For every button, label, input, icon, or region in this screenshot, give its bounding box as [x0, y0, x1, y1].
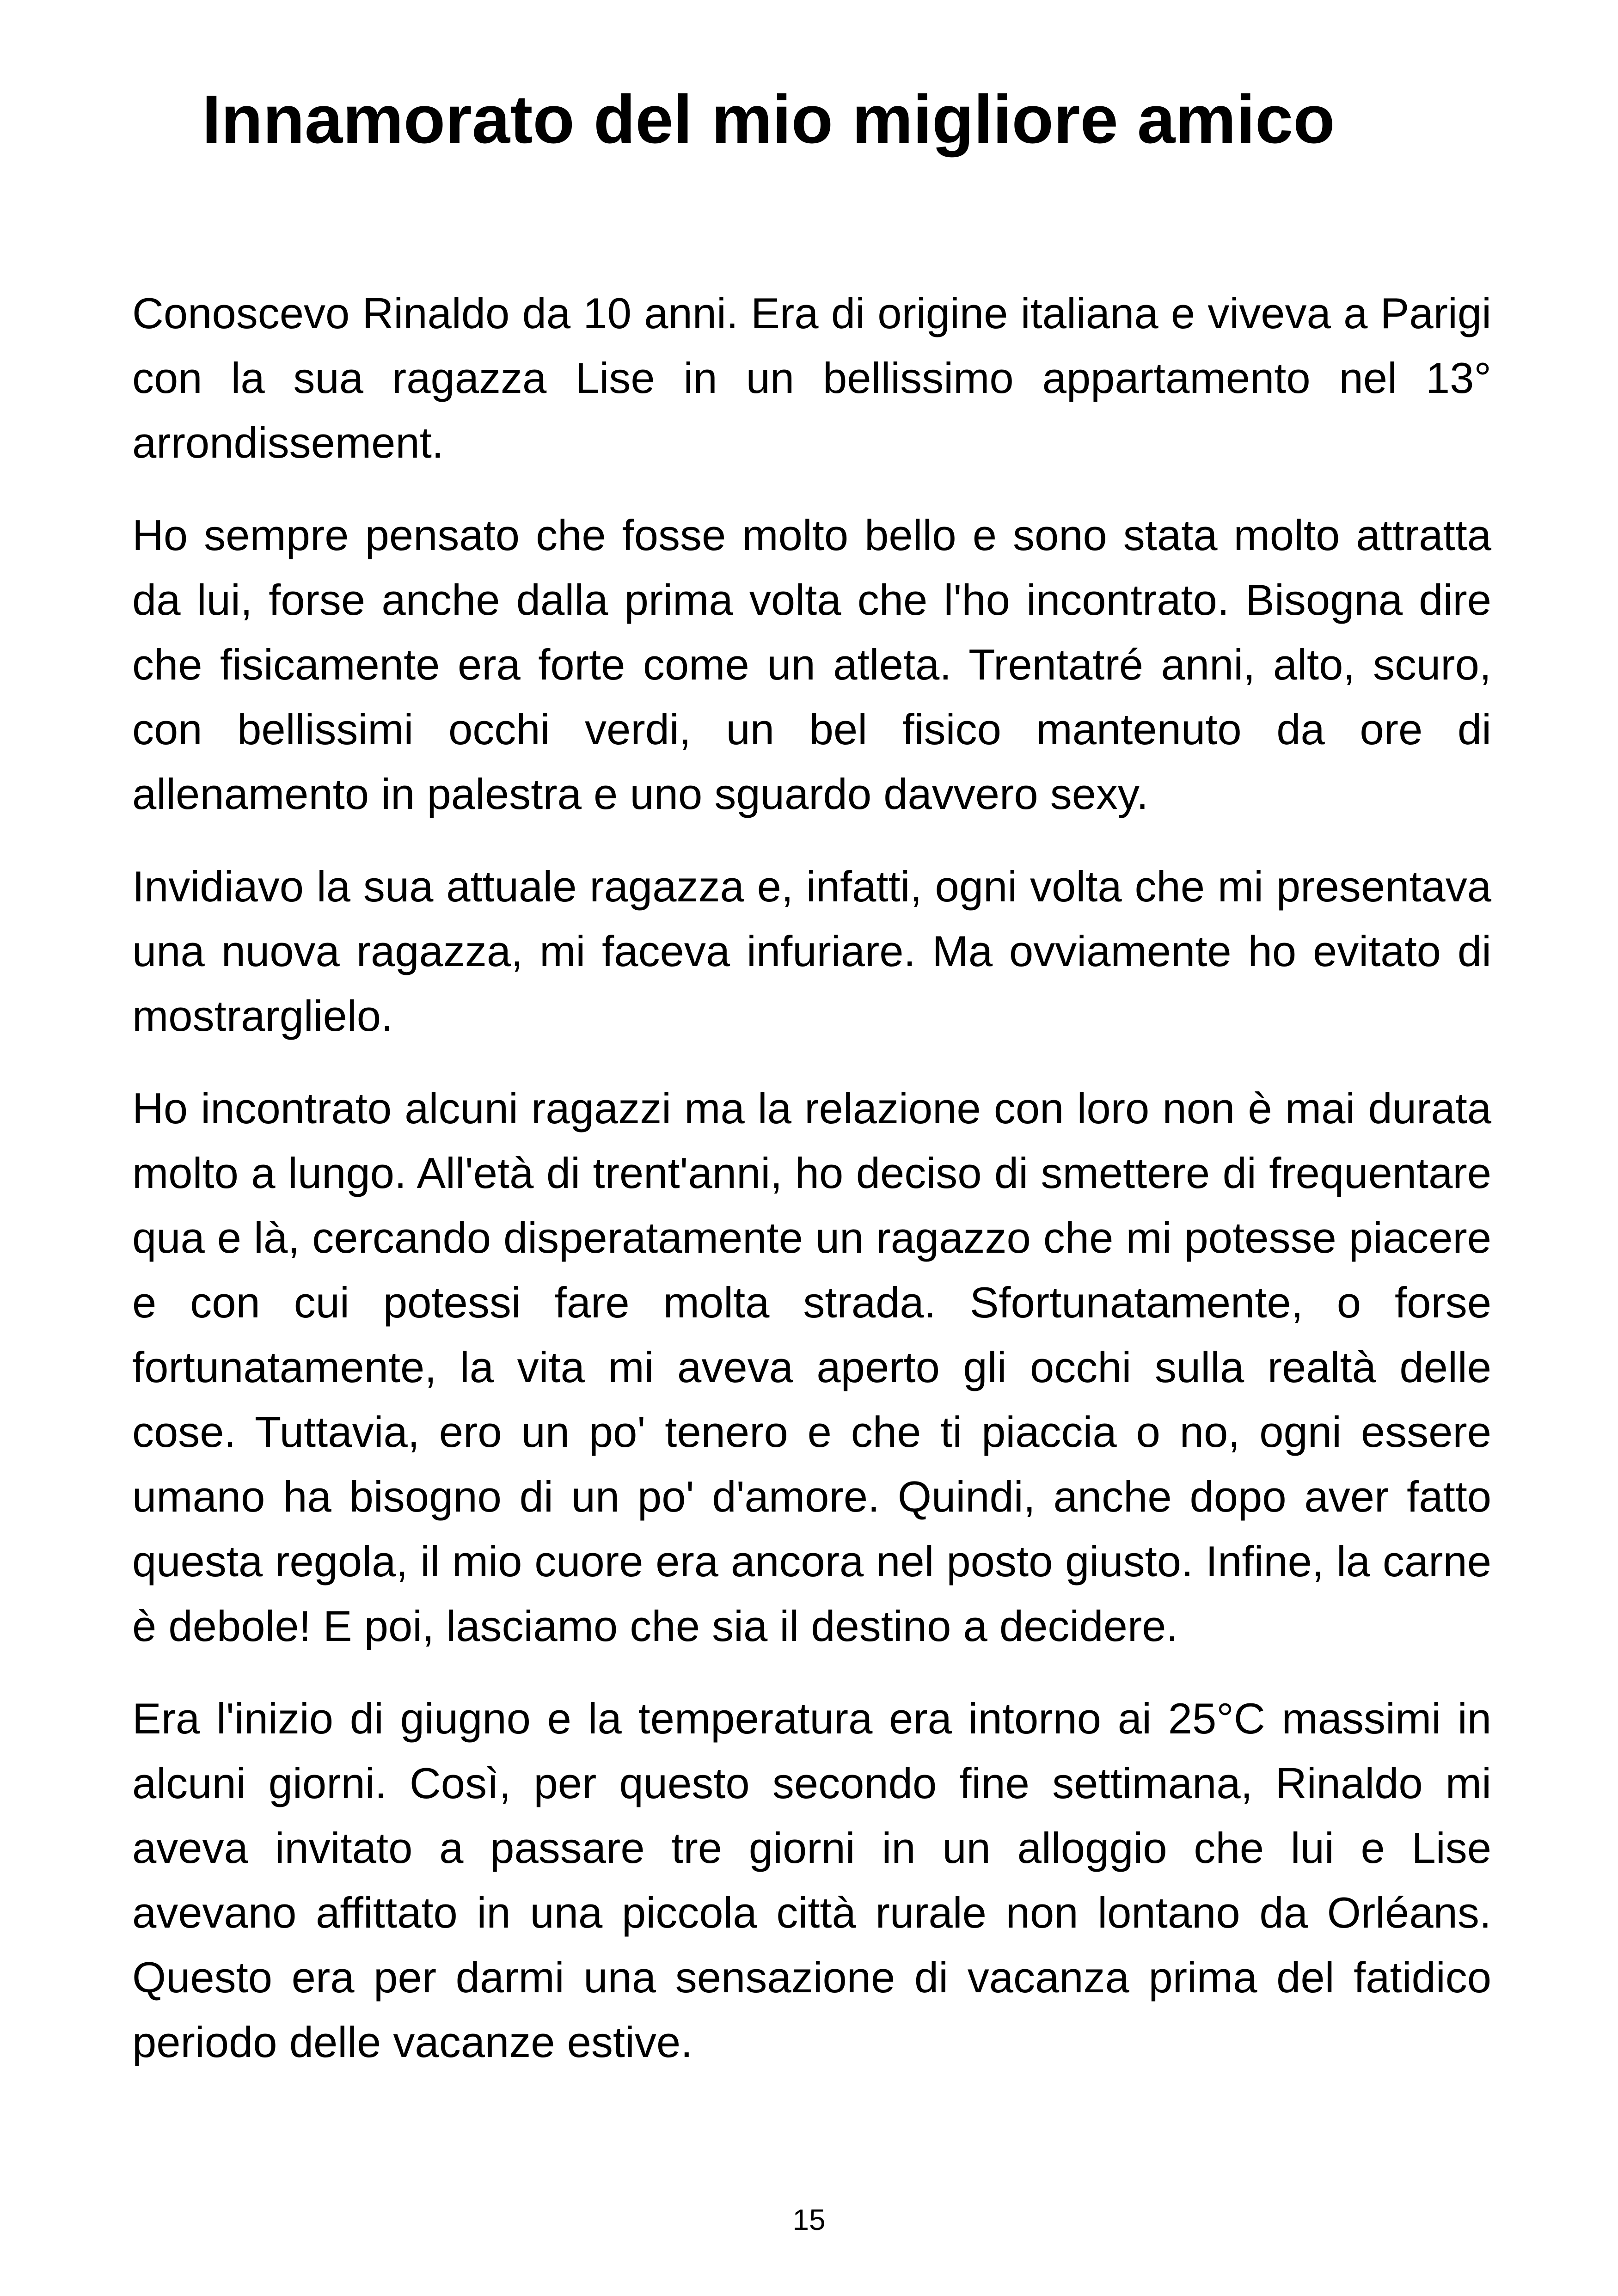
paragraph-4: Ho incontrato alcuni ragazzi ma la relazione con loro non è mai durata molto a lungo. All'età di trent'anni, ho deciso di smettere di frequentare qua e là, cercando disperatamente un ragazzo che mi potesse piacere e con cui potessi fare molta strada. Sfortunatamente, o forse fortunatamente, la vita mi aveva aperto gli occhi sulla realtà delle cose. Tuttavia, ero un po' tenero e che ti piaccia o no, ogni essere umano ha bisogno di un po' d'amore. Quindi, anche dopo aver fatto questa regola, il mio cuore era ancora nel posto giusto. Infine, la carne è debole! E poi, lasciamo che sia il destino a decidere. [132, 1084, 1491, 1650]
page-number: 15 [792, 2203, 826, 2236]
paragraph-5: Era l'inizio di giugno e la temperatura era intorno ai 25°C massimi in alcuni giorni. Così, per questo secondo fine settimana, Rinaldo mi aveva invitato a passare tre giorni in un alloggio che lui e Lise avevano affittato in una piccola città rurale non lontano da Orléans. Questo era per darmi una sensazione di vacanza prima del fatidico periodo delle vacanze estive. [132, 1694, 1491, 2066]
paragraph-1: Conoscevo Rinaldo da 10 anni. Era di origine italiana e viveva a Parigi con la sua ragazza Lise in un bellissimo appartamento nel 13° arrondissement. [132, 289, 1491, 467]
paragraph-2: Ho sempre pensato che fosse molto bello e sono stata molto attratta da lui, forse anche dalla prima volta che l'ho incontrato. Bisogna dire che fisicamente era forte come un atleta. Trentatré anni, alto, scuro, con bellissimi occhi verdi, un bel fisico mantenuto da ore di allenamento in palestra e uno sguardo davvero sexy. [132, 511, 1491, 818]
paragraph-3: Invidiavo la sua attuale ragazza e, infatti, ogni volta che mi presentava una nuova ragazza, mi faceva infuriare. Ma ovviamente ho evitato di mostrarglielo. [132, 862, 1491, 1040]
chapter-body [132, 281, 1491, 2102]
chapter-title: Innamorato del mio migliore amico [202, 81, 1335, 158]
